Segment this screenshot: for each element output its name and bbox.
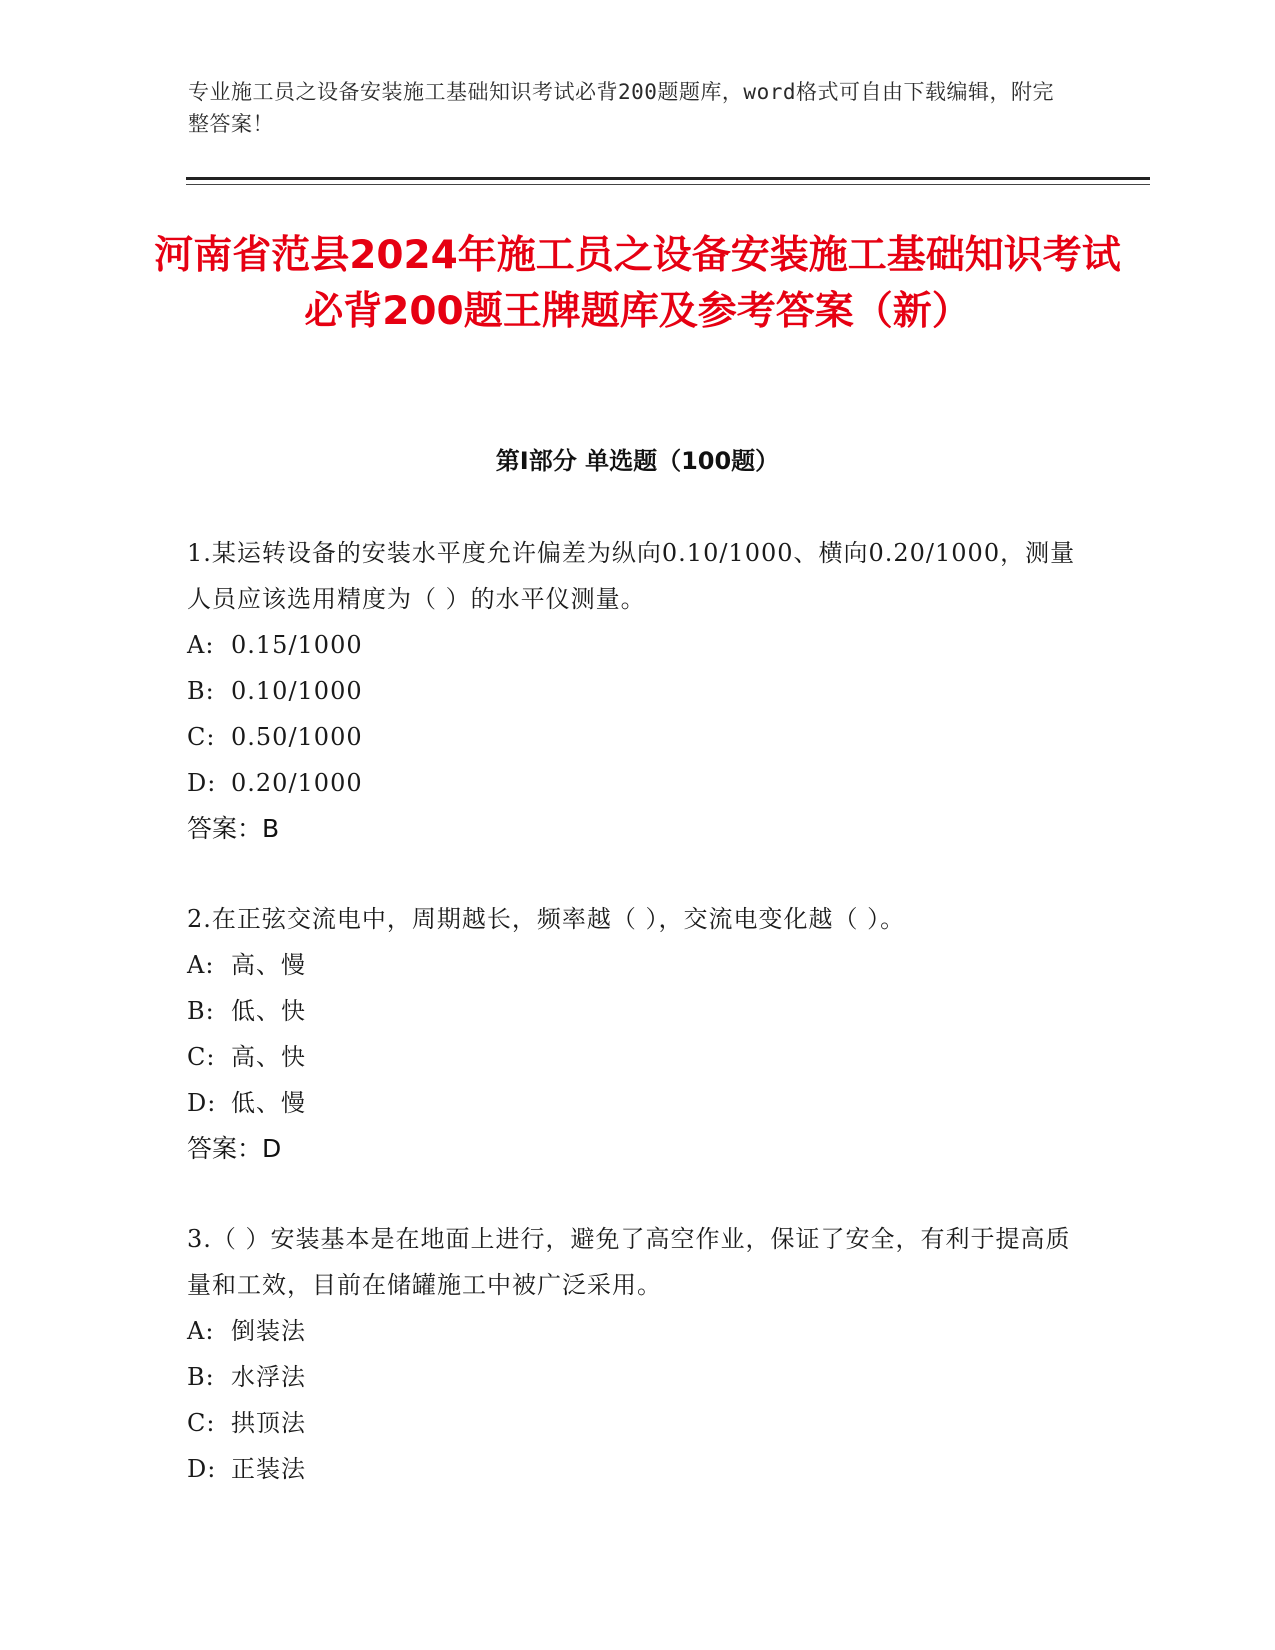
- option-key: D:: [187, 769, 217, 797]
- question-stem: 1.某运转设备的安装水平度允许偏差为纵向0.10/1000、横向0.20/1000，测量人员应该选用精度为（ ）的水平仪测量。: [187, 539, 1076, 613]
- option-text: 低、慢: [231, 1089, 306, 1117]
- option-key: A:: [187, 631, 215, 659]
- option-d: [187, 1080, 1087, 1126]
- option-key: B:: [187, 677, 215, 705]
- question-stem: 2.在正弦交流电中，周期越长，频率越（ ），交流电变化越（ ）。: [187, 905, 906, 933]
- document-title: 河南省范县2024年施工员之设备安装施工基础知识考试必背200题王牌题库及参考答案（新）: [154, 233, 1121, 334]
- option-text: 0.10/1000: [231, 677, 363, 705]
- option-text: 0.15/1000: [231, 631, 363, 659]
- option-d: [187, 1446, 1087, 1492]
- option-key: C:: [187, 1043, 216, 1071]
- option-a: [187, 1308, 1087, 1354]
- header-divider-thin: [186, 184, 1150, 185]
- option-text: 高、快: [231, 1043, 306, 1071]
- header-divider-thick: [186, 177, 1150, 180]
- option-b: [187, 988, 1087, 1034]
- option-c: [187, 714, 1087, 760]
- question-3: [187, 1216, 1087, 1492]
- option-key: B:: [187, 1363, 215, 1391]
- option-key: D:: [187, 1089, 217, 1117]
- header-note: 专业施工员之设备安装施工基础知识考试必背200题题库，word格式可自由下载编辑，附完整答案！: [188, 80, 1054, 136]
- option-b: [187, 1354, 1087, 1400]
- option-d: [187, 760, 1087, 806]
- option-a: [187, 622, 1087, 668]
- question-stem: 3.（ ）安装基本是在地面上进行，避免了高空作业，保证了安全，有利于提高质量和工效，目前在储罐施工中被广泛采用。: [187, 1225, 1071, 1299]
- answer: 答案：B: [187, 814, 280, 843]
- option-key: A:: [187, 1317, 215, 1345]
- question-2: [187, 896, 1087, 1172]
- option-c: [187, 1034, 1087, 1080]
- section-title: 第Ⅰ部分 单选题（100题）: [495, 447, 780, 475]
- option-text: 低、快: [231, 997, 306, 1025]
- option-text: 正装法: [231, 1455, 306, 1483]
- option-text: 0.50/1000: [231, 723, 363, 751]
- question-list: [187, 530, 1087, 1536]
- option-c: [187, 1400, 1087, 1446]
- option-text: 0.20/1000: [231, 769, 363, 797]
- option-key: C:: [187, 723, 216, 751]
- option-key: D:: [187, 1455, 217, 1483]
- option-text: 水浮法: [231, 1363, 306, 1391]
- question-1: [187, 530, 1087, 852]
- option-key: B:: [187, 997, 215, 1025]
- option-text: 倒装法: [231, 1317, 306, 1345]
- option-a: [187, 942, 1087, 988]
- answer: 答案：D: [187, 1134, 282, 1163]
- option-text: 拱顶法: [231, 1409, 306, 1437]
- option-text: 高、慢: [231, 951, 306, 979]
- option-b: [187, 668, 1087, 714]
- option-key: A:: [187, 951, 215, 979]
- option-key: C:: [187, 1409, 216, 1437]
